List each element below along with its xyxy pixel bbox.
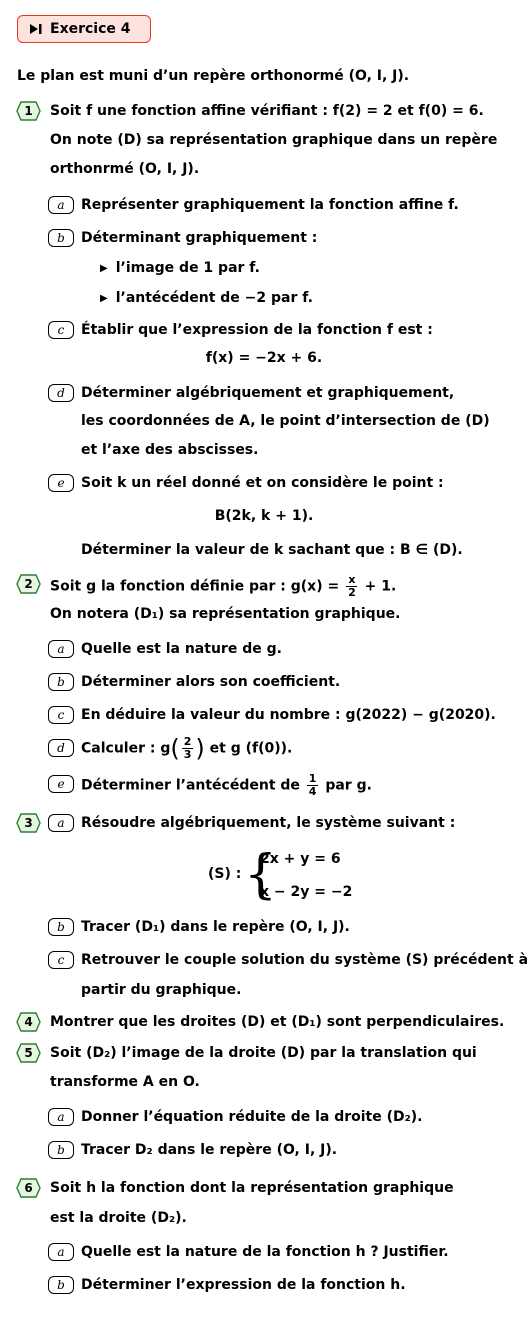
- q1-d-line-2: les coordonnées de A, le point d’intersection de (D): [81, 413, 490, 429]
- q6-line-1: Soit h la fonction dont la représentation graphique: [50, 1180, 454, 1196]
- q1-c-label: c: [48, 321, 74, 339]
- q5-b-label: b: [48, 1141, 74, 1159]
- q2-c-label: c: [48, 706, 74, 724]
- q3-c-line-2: partir du graphique.: [81, 982, 242, 998]
- play-skip-icon: [30, 24, 42, 34]
- q1-a-label: a: [48, 196, 74, 214]
- question-number-6: 6: [16, 1178, 41, 1198]
- exercise-title: Exercice 4: [50, 21, 131, 37]
- q6-line-2: est la droite (D₂).: [50, 1210, 187, 1226]
- q2-e-text: Déterminer l’antécédent de $\frac{1}{4}$ par g.: [81, 772, 372, 798]
- q1-b-bullet-1: ▶ l’image de 1 par f.: [100, 260, 260, 276]
- q1-e-line-2: Déterminer la valeur de k sachant que : B ∈ (D).: [81, 542, 463, 558]
- fraction-1-over-4: $\frac{1}{4}$: [308, 772, 317, 798]
- q5-a-text: Donner l’équation réduite de la droite (D₂).: [81, 1109, 423, 1125]
- q1-e-formula: B(2k, k + 1).: [214, 508, 314, 524]
- exercise-header: [17, 15, 151, 43]
- q1-b-text: Déterminant graphiquement :: [81, 230, 318, 246]
- q1-e-label: e: [48, 474, 74, 492]
- question-number-2: 2: [16, 574, 41, 594]
- q6-a-text: Quelle est la nature de la fonction h ? Justifier.: [81, 1244, 449, 1260]
- q1-d-line-1: Déterminer algébriquement et graphiquement,: [81, 385, 455, 401]
- q5-line-1: Soit (D₂) l’image de la droite (D) par la translation qui: [50, 1045, 477, 1061]
- q2-b-label: b: [48, 673, 74, 691]
- q2-e-label: e: [48, 775, 74, 793]
- q5-a-label: a: [48, 1108, 74, 1126]
- q2-d-text: Calculer : g( $\frac{2}{3}$ ) et g (f(0)).: [81, 734, 293, 763]
- q2-line-1: Soit g la fonction définie par : g(x) = $\frac{x}{2}$ + 1.: [50, 573, 397, 599]
- q3-c-line-1: Retrouver le couple solution du système (S) précédent à: [81, 952, 528, 968]
- system-label: (S) :: [208, 866, 242, 882]
- q2-a-text: Quelle est la nature de g.: [81, 641, 282, 657]
- q3-c-label: c: [48, 951, 74, 969]
- system-eq-1: 2x + y = 6: [260, 851, 341, 867]
- q1-line-1: Soit f une fonction affine vérifiant : f(2) = 2 et f(0) = 6.: [50, 103, 484, 119]
- q1-c-formula: f(x) = −2x + 6.: [205, 350, 323, 366]
- system-eq-2: x − 2y = −2: [260, 884, 353, 900]
- q2-b-text: Déterminer alors son coefficient.: [81, 674, 341, 690]
- question-number-3: 3: [16, 813, 41, 833]
- q1-line-2: On note (D) sa représentation graphique dans un repère: [50, 132, 498, 148]
- question-number-4: 4: [16, 1012, 41, 1032]
- q1-e-line-1: Soit k un réel donné et on considère le point :: [81, 475, 444, 491]
- q3-a-text: Résoudre algébriquement, le système suivant :: [81, 815, 456, 831]
- q3-a-label: a: [48, 814, 74, 832]
- q2-line-2: On notera (D₁) sa représentation graphique.: [50, 606, 401, 622]
- q4-text: Montrer que les droites (D) et (D₁) sont perpendiculaires.: [50, 1014, 505, 1030]
- q3-b-text: Tracer (D₁) dans le repère (O, I, J).: [81, 919, 350, 935]
- question-number-1: 1: [16, 101, 41, 121]
- q1-b-bullet-2: ▶ l’antécédent de −2 par f.: [100, 290, 313, 306]
- system-brace: {: [244, 845, 278, 905]
- q1-c-text: Établir que l’expression de la fonction f est :: [81, 322, 433, 338]
- q1-line-3: orthonrmé (O, I, J).: [50, 161, 200, 177]
- question-number-5: 5: [16, 1043, 41, 1063]
- q3-b-label: b: [48, 918, 74, 936]
- q1-b-label: b: [48, 229, 74, 247]
- q6-b-text: Déterminer l’expression de la fonction h.: [81, 1277, 406, 1293]
- q6-a-label: a: [48, 1243, 74, 1261]
- q6-b-label: b: [48, 1276, 74, 1294]
- fraction-2-over-3: $\frac{2}{3}$: [183, 735, 192, 761]
- q1-a-text: Représenter graphiquement la fonction affine f.: [81, 197, 459, 213]
- q2-c-text: En déduire la valeur du nombre : g(2022) − g(2020).: [81, 707, 496, 723]
- q1-d-label: d: [48, 384, 74, 402]
- bullet-triangle-icon: ▶: [100, 293, 108, 304]
- q2-a-label: a: [48, 640, 74, 658]
- q5-line-2: transforme A en O.: [50, 1074, 200, 1090]
- fraction-x-over-2: $\frac{x}{2}$: [348, 573, 356, 599]
- q2-d-label: d: [48, 739, 74, 757]
- intro-text: Le plan est muni d’un repère orthonormé (O, I, J).: [17, 68, 410, 84]
- q1-d-line-3: et l’axe des abscisses.: [81, 442, 259, 458]
- bullet-triangle-icon: ▶: [100, 263, 108, 274]
- q5-b-text: Tracer D₂ dans le repère (O, I, J).: [81, 1142, 338, 1158]
